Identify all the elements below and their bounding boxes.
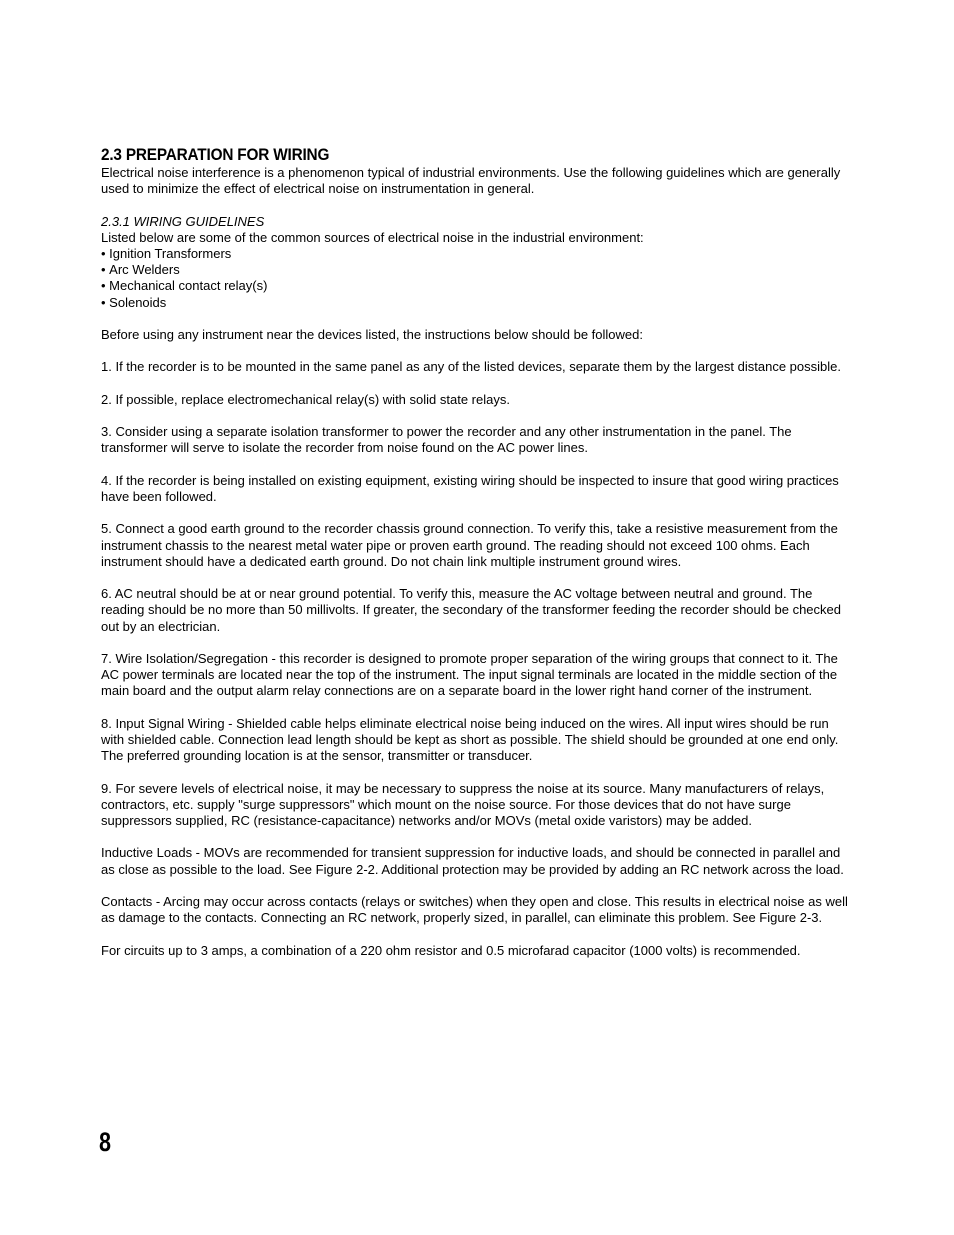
- sources-lead: Listed below are some of the common sources of electrical noise in the industrial environment:: [101, 229, 644, 245]
- inductive-loads-paragraph: Inductive Loads - MOVs are recommended for transient suppression for inductive loads, and should be connected in parallel and as close as possible to the load. See Figure 2-2. Additional protection may be provided by adding an RC network across the load.: [101, 845, 844, 877]
- contacts-paragraph: Contacts - Arcing may occur across contacts (relays or switches) when they open and close. This results in electrical noise as well as damage to the contacts. Connecting an RC network, properly sized, in parallel, can eliminate this problem. See Figure 2-3.: [101, 893, 848, 926]
- section-title: 2.3 PREPARATION FOR WIRING: [101, 146, 330, 164]
- page-number: 8: [99, 1127, 112, 1157]
- instruction-4: 4. If the recorder is being installed on existing equipment, existing wiring should be inspected to insure that good wiring practices have been followed.: [101, 472, 839, 504]
- instruction-5: 5. Connect a good earth ground to the recorder chassis ground connection. To verify this, take a resistive measurement from the instrument chassis to the nearest metal water pipe or proven earth ground. The reading should not exceed 100 ohms. Each instrument should have a dedicated earth ground. Do not chain link multiple instrument ground wires.: [101, 521, 838, 569]
- instruction-6: 6. AC neutral should be at or near ground potential. To verify this, measure the AC voltage between neutral and ground. The reading should be no more than 50 millivolts. If greater, the secondary of the transformer feeding the recorder should be checked out by an electrician.: [101, 586, 841, 634]
- instruction-3: 3. Consider using a separate isolation transformer to power the recorder and any other instrumentation in the panel. The transformer will serve to isolate the recorder from noise found on the AC power lines.: [101, 424, 792, 456]
- instructions-lead: Before using any instrument near the devices listed, the instructions below should be followed:: [101, 327, 643, 342]
- list-item: • Solenoids: [101, 295, 853, 311]
- instruction-9: 9. For severe levels of electrical noise, it may be necessary to suppress the noise at its source. Many manufacturers of relays, contractors, etc. supply "surge suppressors" which mount on the noise source. For those devices that do not have surge suppressors supplied, RC (resistance-capacitance) networks and/or MOVs (metal oxide varistors) may be added.: [101, 780, 825, 828]
- instruction-7: 7. Wire Isolation/Segregation - this recorder is designed to promote proper separation of the wiring groups that connect to it. The AC power terminals are located near the top of the instrument. The input signal terminals are located in the middle section of the main board and the output alarm relay connections are on a separate board in the lower right hand corner of the instrument.: [101, 650, 838, 699]
- list-item: • Ignition Transformers: [101, 246, 853, 262]
- list-item: • Arc Welders: [101, 262, 853, 278]
- section-intro: Electrical noise interference is a phenomenon typical of industrial environments. Use the following guidelines which are generally used to minimize the effect of electrical noise on instrumentation in general.: [101, 165, 841, 197]
- instruction-2: 2. If possible, replace electromechanical relay(s) with solid state relays.: [101, 391, 510, 407]
- list-item: • Mechanical contact relay(s): [101, 278, 853, 294]
- instruction-8: 8. Input Signal Wiring - Shielded cable helps eliminate electrical noise being induced on the wires. All input wires should be run with shielded cable. Connection lead length should be kept as short as possible. The shield should be grounded at one end only. The preferred grounding location is at the sensor, transmitter or transducer.: [101, 715, 839, 764]
- subsection-title: 2.3.1 WIRING GUIDELINES: [101, 213, 265, 229]
- circuits-paragraph: For circuits up to 3 amps, a combination of a 220 ohm resistor and 0.5 microfarad capacitor (1000 volts) is recommended.: [101, 942, 801, 958]
- page-content: [101, 146, 853, 975]
- noise-sources-list: [101, 246, 853, 311]
- instruction-1: 1. If the recorder is to be mounted in the same panel as any of the listed devices, separate them by the largest distance possible.: [101, 359, 841, 375]
